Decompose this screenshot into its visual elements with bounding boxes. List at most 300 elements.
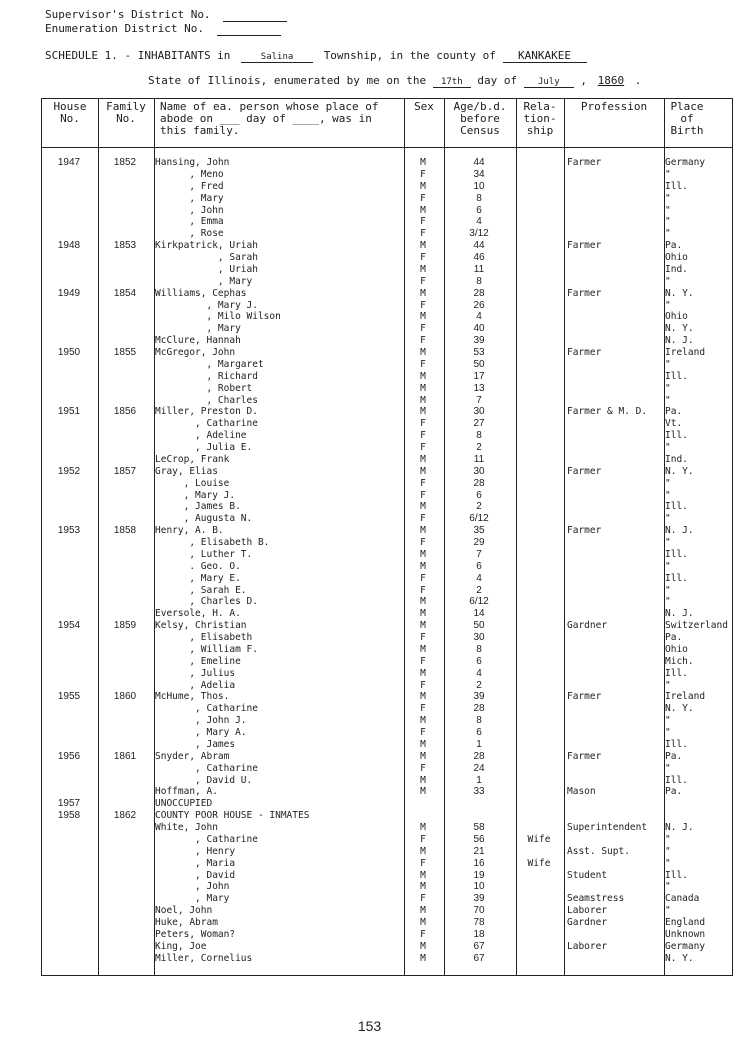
cell-birth: Ill.: [665, 370, 688, 382]
cell-age: 58: [473, 822, 485, 833]
table-row: [41, 786, 733, 798]
enumeration-label: Enumeration District No.: [45, 22, 204, 35]
cell-name: . Geo. O.: [155, 560, 241, 572]
cell-age: 28: [473, 477, 485, 489]
cell-age: 50: [473, 358, 485, 370]
cell-birth: ": [665, 833, 671, 845]
cell-sex: F: [420, 893, 426, 905]
table-row: [41, 775, 733, 787]
cell-age: 4: [476, 572, 482, 584]
cell-name: , Catharine: [155, 418, 258, 430]
cell-name: McClure, Hannah: [155, 335, 241, 347]
table-row: [41, 905, 733, 917]
table-row: [41, 656, 733, 668]
cell-age: 4: [476, 667, 482, 679]
table-row: [41, 929, 733, 941]
cell-prof: Superintendent: [567, 822, 648, 833]
cell-age: 8: [476, 430, 482, 442]
cell-sex: F: [420, 323, 426, 335]
cell-age: 2: [476, 679, 482, 691]
cell-sex: F: [420, 762, 426, 774]
cell-birth: ": [665, 881, 671, 893]
cell-prof: Laborer: [567, 940, 608, 952]
cell-name: , Mary A.: [155, 727, 247, 738]
cell-name: , Adeline: [155, 430, 247, 442]
year-value: 1860: [597, 74, 625, 87]
table-row: [41, 941, 733, 953]
cell-sex: M: [420, 453, 426, 465]
cell-house: 1950: [57, 347, 81, 358]
cell-sex: M: [420, 940, 426, 952]
table-row: [41, 240, 733, 252]
cell-age: 50: [473, 620, 485, 632]
cell-family: 1862: [113, 810, 137, 822]
table-row: [41, 454, 733, 466]
cell-sex: F: [420, 192, 426, 204]
cell-sex: M: [420, 180, 426, 192]
cell-birth: ": [665, 192, 671, 204]
cell-prof: Asst. Supt.: [567, 845, 630, 857]
cell-birth: Pa.: [665, 632, 683, 643]
cell-sex: M: [420, 643, 426, 655]
cell-family: 1858: [113, 525, 137, 537]
cell-name: , Elisabeth B.: [155, 537, 270, 548]
table-row: [41, 169, 733, 181]
cell-age: 70: [473, 905, 485, 917]
page-number: 153: [357, 1018, 382, 1034]
cell-name: , Robert: [155, 382, 253, 394]
cell-name: Gray, Elias: [155, 465, 218, 477]
col-header-house: House No.: [53, 100, 87, 125]
cell-birth: ": [665, 537, 671, 548]
cell-birth: Ill.: [665, 667, 688, 679]
table-row: [41, 585, 733, 597]
cell-name: , Sarah E.: [155, 584, 247, 596]
cell-family: 1852: [113, 157, 137, 168]
cell-birth: ": [665, 477, 671, 489]
cell-age: 53: [473, 347, 485, 358]
cell-sex: M: [420, 465, 426, 477]
cell-name: , Elisabeth: [155, 632, 253, 643]
cell-birth: ": [665, 857, 671, 869]
cell-age: 8: [476, 715, 482, 727]
table-row: [41, 596, 733, 608]
cell-name: , Meno: [155, 168, 224, 180]
cell-age: 1: [476, 738, 482, 750]
cell-age: 27: [473, 418, 485, 430]
cell-prof: Gardner: [567, 917, 608, 928]
cell-rel: Wife: [527, 857, 551, 869]
cell-house: 1947: [57, 157, 81, 168]
table-row: [41, 205, 733, 217]
cell-sex: M: [420, 287, 426, 299]
cell-age: 6/12: [469, 596, 489, 608]
cell-age: 44: [473, 240, 485, 252]
cell-sex: F: [420, 655, 426, 667]
col-header-family: Family No.: [106, 100, 146, 125]
cell-sex: F: [420, 275, 426, 287]
cell-age: 29: [473, 537, 485, 548]
cell-sex: F: [420, 442, 426, 453]
cell-name: , Mary: [155, 192, 224, 204]
cell-birth: ": [665, 358, 671, 370]
cell-birth: N. Y.: [665, 465, 694, 477]
cell-name: Eversole, H. A.: [155, 608, 241, 620]
cell-house: 1958: [57, 810, 81, 822]
cell-sex: F: [420, 833, 426, 845]
cell-name: , David U.: [155, 774, 253, 786]
cell-sex: M: [420, 501, 426, 513]
cell-name: , Mary J.: [155, 299, 258, 311]
cell-name: LeCrop, Frank: [155, 453, 230, 465]
cell-house: 1956: [57, 750, 81, 762]
cell-age: 11: [473, 263, 485, 275]
cell-sex: M: [420, 917, 426, 928]
cell-prof: Farmer & M. D.: [567, 406, 648, 418]
cell-house: 1955: [57, 691, 81, 703]
enumeration-blank: [217, 22, 281, 36]
cell-name: Williams, Cephas: [155, 287, 247, 299]
cell-age: 30: [473, 465, 485, 477]
cell-age: 28: [473, 287, 485, 299]
cell-age: 39: [473, 335, 485, 347]
cell-birth: Switzerland: [665, 620, 728, 632]
cell-birth: ": [665, 905, 671, 917]
cell-age: 7: [476, 394, 482, 406]
table-row: [41, 537, 733, 549]
cell-age: 8: [476, 275, 482, 287]
cell-family: 1855: [113, 347, 137, 358]
cell-birth: Ohio: [665, 252, 688, 263]
cell-birth: Germany: [665, 940, 706, 952]
cell-house: 1957: [57, 798, 81, 810]
cell-birth: ": [665, 216, 671, 228]
cell-age: 4: [476, 216, 482, 228]
cell-rel: Wife: [527, 833, 551, 845]
cell-sex: M: [420, 347, 426, 358]
cell-sex: F: [420, 168, 426, 180]
cell-birth: Ireland: [665, 691, 706, 703]
schedule-prefix: SCHEDULE 1. - INHABITANTS in: [45, 49, 231, 62]
table-row: [41, 727, 733, 739]
table-row: [41, 252, 733, 264]
cell-sex: F: [420, 727, 426, 738]
cell-prof: Student: [567, 869, 608, 881]
table-row: [41, 917, 733, 929]
cell-birth: N. Y.: [665, 952, 694, 964]
table-row: [41, 288, 733, 300]
table-row: [41, 371, 733, 383]
table-row: [41, 276, 733, 288]
col-header-name: Name of ea. person whose place of abode on ___ day of ____, was in this family.: [160, 100, 379, 137]
county-value: KANKAKEE: [503, 49, 587, 63]
cell-age: 6: [476, 655, 482, 667]
cell-birth: Pa.: [665, 786, 683, 798]
table-row: [41, 157, 733, 169]
table-row: [41, 181, 733, 193]
cell-birth: Germany: [665, 157, 706, 168]
cell-sex: M: [420, 774, 426, 786]
cell-birth: Pa.: [665, 240, 683, 252]
cell-birth: ": [665, 299, 671, 311]
cell-birth: Ill.: [665, 501, 688, 513]
cell-name: , Charles: [155, 394, 258, 406]
col-header-age: Age/b.d. before Census: [453, 100, 507, 137]
table-row: [41, 383, 733, 395]
table-row: [41, 264, 733, 276]
cell-name: Miller, Cornelius: [155, 952, 253, 964]
cell-birth: N. Y.: [665, 287, 694, 299]
cell-sex: F: [420, 358, 426, 370]
cell-sex: F: [420, 418, 426, 430]
cell-birth: Ohio: [665, 643, 688, 655]
cell-sex: F: [420, 430, 426, 442]
cell-birth: ": [665, 489, 671, 501]
cell-age: 8: [476, 192, 482, 204]
cell-birth: N. J.: [665, 822, 694, 833]
day-of-label: day of: [477, 74, 518, 87]
cell-birth: ": [665, 727, 671, 738]
cell-name: Kelsy, Christian: [155, 620, 247, 632]
cell-name: , Uriah: [155, 263, 258, 275]
cell-age: 44: [473, 157, 485, 168]
table-row: [41, 561, 733, 573]
cell-sex: M: [420, 869, 426, 881]
cell-family: 1856: [113, 406, 137, 418]
cell-name: , Julia E.: [155, 442, 253, 453]
cell-name: , James B.: [155, 501, 241, 513]
cell-name: , Fred: [155, 180, 224, 192]
table-row: [41, 335, 733, 347]
cell-sex: F: [420, 477, 426, 489]
cell-name: Peters, Woman?: [155, 928, 236, 940]
cell-prof: Farmer: [567, 465, 602, 477]
cell-age: 3/12: [469, 228, 489, 240]
cell-name: , William F.: [155, 643, 258, 655]
cell-prof: Farmer: [567, 750, 602, 762]
table-row: [41, 953, 733, 965]
cell-birth: England: [665, 917, 706, 928]
cell-sex: F: [420, 572, 426, 584]
cell-birth: Ill.: [665, 774, 688, 786]
cell-birth: ": [665, 204, 671, 216]
table-row: [41, 430, 733, 442]
cell-name: , Catharine: [155, 703, 258, 715]
cell-birth: ": [665, 382, 671, 394]
cell-name: , Luther T.: [155, 548, 253, 560]
table-row: [41, 620, 733, 632]
cell-age: 24: [473, 762, 485, 774]
cell-birth: ": [665, 679, 671, 691]
cell-age: 46: [473, 252, 485, 263]
cell-age: 40: [473, 323, 485, 335]
cell-prof: Farmer: [567, 691, 602, 703]
cell-age: 1: [476, 774, 482, 786]
cell-age: 6: [476, 727, 482, 738]
cell-birth: Vt.: [665, 418, 683, 430]
col-header-profession: Profession: [580, 100, 648, 113]
cell-age: 7: [476, 548, 482, 560]
cell-age: 10: [473, 180, 485, 192]
cell-name: Noel, John: [155, 905, 213, 917]
cell-family: 1857: [113, 465, 137, 477]
cell-name: , Emeline: [155, 655, 241, 667]
cell-prof: Seamstress: [567, 893, 625, 905]
table-row: [41, 691, 733, 703]
cell-family: 1861: [113, 750, 137, 762]
cell-sex: M: [420, 548, 426, 560]
table-row: [41, 739, 733, 751]
cell-sex: M: [420, 667, 426, 679]
cell-age: 2: [476, 584, 482, 596]
table-row: [41, 893, 733, 905]
table-row: [41, 608, 733, 620]
cell-name: , John: [155, 881, 230, 893]
cell-age: 13: [473, 382, 485, 394]
cell-name: , Adelia: [155, 679, 236, 691]
cell-sex: F: [420, 335, 426, 347]
cell-birth: Ill.: [665, 180, 688, 192]
cell-name: , Richard: [155, 370, 258, 382]
cell-birth: Ireland: [665, 347, 706, 358]
cell-birth: Mich.: [665, 655, 694, 667]
day-value: 17th: [433, 77, 471, 88]
cell-name: , James: [155, 738, 236, 750]
cell-prof: Farmer: [567, 525, 602, 537]
cell-sex: M: [420, 905, 426, 917]
col-header-sex: Sex: [414, 100, 434, 113]
cell-age: 17: [473, 370, 485, 382]
supervisor-blank: [223, 8, 287, 22]
cell-sex: M: [420, 525, 426, 537]
cell-birth: Canada: [665, 893, 700, 905]
table-row: [41, 478, 733, 490]
cell-sex: F: [420, 632, 426, 643]
table-row: [41, 323, 733, 335]
cell-birth: Ill.: [665, 572, 688, 584]
cell-birth: ": [665, 228, 671, 240]
cell-sex: F: [420, 252, 426, 263]
state-label: State of Illinois, enumerated by me on the: [148, 74, 427, 87]
cell-name: Kirkpatrick, Uriah: [155, 240, 258, 252]
cell-sex: M: [420, 620, 426, 632]
cell-age: 30: [473, 406, 485, 418]
cell-name: , Mary: [155, 893, 230, 905]
cell-name: , Mary: [155, 275, 253, 287]
cell-prof: Farmer: [567, 240, 602, 252]
supervisor-line: [45, 8, 287, 22]
cell-age: 34: [473, 168, 485, 180]
cell-birth: N. J.: [665, 335, 694, 347]
cell-name: , Charles D.: [155, 596, 258, 608]
cell-sex: M: [420, 691, 426, 703]
cell-birth: Ill.: [665, 548, 688, 560]
cell-name: , Maria: [155, 857, 236, 869]
cell-house: 1953: [57, 525, 81, 537]
cell-age: 33: [473, 786, 485, 798]
cell-age: 6: [476, 489, 482, 501]
cell-house: 1948: [57, 240, 81, 252]
cell-name: , David: [155, 869, 236, 881]
cell-sex: F: [420, 584, 426, 596]
cell-house: 1951: [57, 406, 81, 418]
township-label: Township, in the county of: [323, 49, 496, 62]
cell-sex: F: [420, 216, 426, 228]
cell-sex: M: [420, 560, 426, 572]
cell-birth: ": [665, 596, 671, 608]
cell-name: Miller, Preston D.: [155, 406, 258, 418]
cell-sex: F: [420, 299, 426, 311]
cell-name: , Milo Wilson: [155, 311, 281, 323]
table-row: [41, 300, 733, 312]
table-row: [41, 513, 733, 525]
cell-birth: Ill.: [665, 430, 688, 442]
cell-name: McGregor, John: [155, 347, 236, 358]
table-row: [41, 834, 733, 846]
cell-name: , Margaret: [155, 358, 264, 370]
cell-name: , Mary E.: [155, 572, 241, 584]
cell-family: 1853: [113, 240, 137, 252]
cell-age: 6: [476, 204, 482, 216]
state-line: State of Illinois, enumerated by me on the 17th day of July , 1860 .: [148, 74, 642, 87]
table-row: [41, 573, 733, 585]
cell-birth: ": [665, 513, 671, 525]
table-row: [41, 406, 733, 418]
cell-sex: F: [420, 928, 426, 940]
cell-birth: Unknown: [665, 928, 706, 940]
table-row: [41, 347, 733, 359]
cell-sex: M: [420, 263, 426, 275]
table-row: [41, 501, 733, 513]
cell-birth: N. Y.: [665, 703, 694, 715]
cell-name: Hoffman, A.: [155, 786, 218, 798]
cell-family: 1859: [113, 620, 137, 632]
table-row: [41, 228, 733, 240]
table-row: [41, 395, 733, 407]
table-row: [41, 715, 733, 727]
cell-age: 2: [476, 501, 482, 513]
cell-age: 26: [473, 299, 485, 311]
table-row: [41, 798, 733, 810]
cell-name: King, Joe: [155, 940, 207, 952]
cell-sex: M: [420, 881, 426, 893]
cell-sex: M: [420, 715, 426, 727]
cell-age: 10: [473, 881, 485, 893]
supervisor-label: Supervisor's District No.: [45, 8, 211, 21]
cell-sex: M: [420, 750, 426, 762]
cell-age: 67: [473, 940, 485, 952]
table-row: [41, 680, 733, 692]
cell-name: COUNTY POOR HOUSE - INMATES: [155, 810, 310, 822]
cell-sex: M: [420, 370, 426, 382]
cell-sex: F: [420, 537, 426, 548]
cell-sex: F: [420, 489, 426, 501]
cell-name: , Julius: [155, 667, 236, 679]
cell-birth: Ill.: [665, 738, 688, 750]
cell-house: 1954: [57, 620, 81, 632]
cell-birth: ": [665, 168, 671, 180]
table-row: [41, 703, 733, 715]
cell-sex: F: [420, 228, 426, 240]
cell-birth: Ind.: [665, 263, 688, 275]
table-row: [41, 846, 733, 858]
cell-sex: M: [420, 382, 426, 394]
cell-sex: M: [420, 952, 426, 964]
table-row: [41, 858, 733, 870]
cell-birth: Ind.: [665, 453, 688, 465]
cell-age: 11: [473, 453, 485, 465]
table-row: [41, 359, 733, 371]
